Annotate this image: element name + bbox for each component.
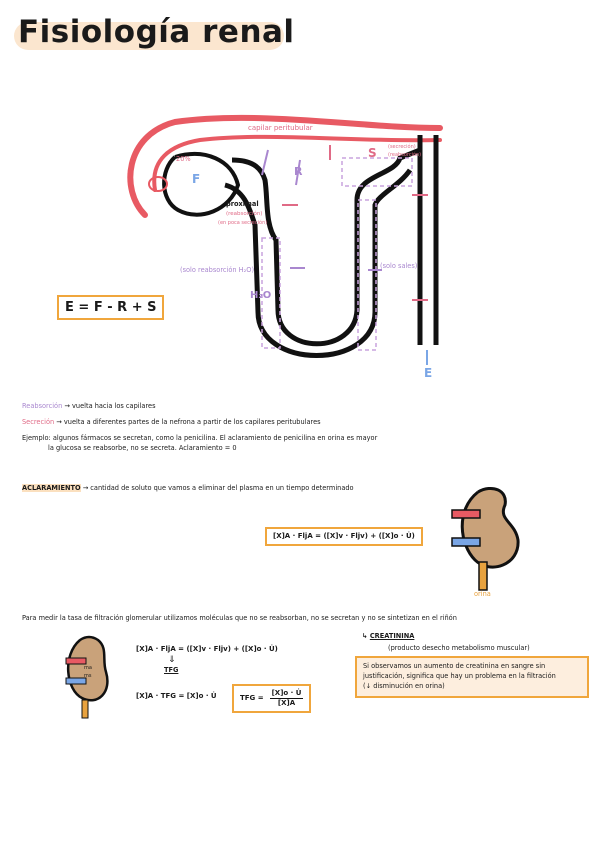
creatinine-subtitle: (producto desecho metabolismo muscular) bbox=[388, 644, 530, 652]
distal-reabsorption: (reabsorción) bbox=[388, 152, 422, 158]
example-line-1: Ejemplo: algunos fármacos se secretan, como la penicilina. El aclaramiento de penicilina en orina es mayor bbox=[22, 434, 378, 442]
distal-secretion: (secreción) bbox=[388, 144, 416, 150]
filtration-letter: F bbox=[192, 172, 201, 186]
creatinine-line-3: (↓ disminución en orina) bbox=[363, 682, 445, 690]
tfg-formula-2: [X]A · TFG = [X]o · U̇ bbox=[136, 692, 217, 700]
urine-label: orina bbox=[474, 590, 491, 598]
kidney-label-1: ma bbox=[84, 665, 92, 671]
proximal-sub2: (en poca secreción) bbox=[218, 220, 268, 226]
tfg-intro: Para medir la tasa de filtración glomerular utilizamos moléculas que no se reabsorban, no se secretan y no se sintetizan en el riñón bbox=[22, 614, 457, 622]
filtration-percent: 20% bbox=[176, 155, 191, 163]
secretion-text: → vuelta a diferentes partes de la nefrona a partir de los capilares peritubulares bbox=[56, 418, 321, 426]
tfg-label: TFG bbox=[164, 666, 179, 674]
tfg-result-left: TFG = bbox=[240, 694, 264, 702]
page-title: Fisiología renal bbox=[18, 14, 295, 50]
creatinine-box bbox=[355, 656, 589, 698]
tfg-numerator: [X]o · U̇ bbox=[271, 689, 302, 697]
water-only-label: (solo reabsorción H₂O) bbox=[180, 266, 255, 274]
creatinine-heading: ↳ CREATININA bbox=[362, 632, 415, 640]
clearance-term: ACLARAMIENTO bbox=[22, 484, 81, 492]
salts-only-label: (solo sales) bbox=[380, 262, 418, 270]
water-label: H₂O bbox=[250, 290, 272, 301]
reabsorption-term: Reabsorción bbox=[22, 402, 63, 410]
tfg-arrow: ⇓ bbox=[168, 655, 176, 665]
proximal-sub1: (reabsorción) bbox=[226, 211, 263, 217]
reabsorption-letter: R bbox=[294, 165, 303, 178]
creatinine-line-2: justificación, significa que hay un problema en la filtración bbox=[363, 672, 556, 680]
renal-artery bbox=[452, 510, 480, 518]
example-line-2: la glucosa se reabsorbe, no se secreta. Aclaramiento = 0 bbox=[48, 444, 237, 452]
capillary-label: capilar peritubular bbox=[248, 124, 313, 132]
proximal-label: proximal bbox=[226, 200, 259, 208]
reabsorption-text: → vuelta hacia los capilares bbox=[64, 402, 156, 410]
secretion-term: Secreción bbox=[22, 418, 55, 426]
secretion-letter: S bbox=[368, 146, 377, 160]
clearance-formula: [X]A · FljA = ([X]v · Fljv) + ([X]o · U̇) bbox=[265, 527, 423, 546]
tfg-formula-1: [X]A · FljA = ([X]v · Fljv) + ([X]o · U̇) bbox=[136, 645, 278, 653]
kidney-label-2: ms bbox=[84, 673, 92, 679]
creatinine-line-1: Si observamos un aumento de creatinina en sangre sin bbox=[363, 662, 546, 670]
ureter bbox=[479, 562, 487, 590]
tfg-denominator: [X]A bbox=[277, 699, 296, 707]
balance-equation: E = F - R + S bbox=[57, 295, 164, 320]
renal-vein bbox=[452, 538, 480, 546]
tfg-fraction bbox=[270, 689, 304, 708]
clearance-text: → cantidad de soluto que vamos a eliminar del plasma en un tiempo determinado bbox=[82, 484, 354, 492]
tfg-result bbox=[232, 684, 311, 713]
creatinine-title: CREATININA bbox=[369, 632, 415, 640]
excretion-letter: E bbox=[424, 366, 433, 380]
